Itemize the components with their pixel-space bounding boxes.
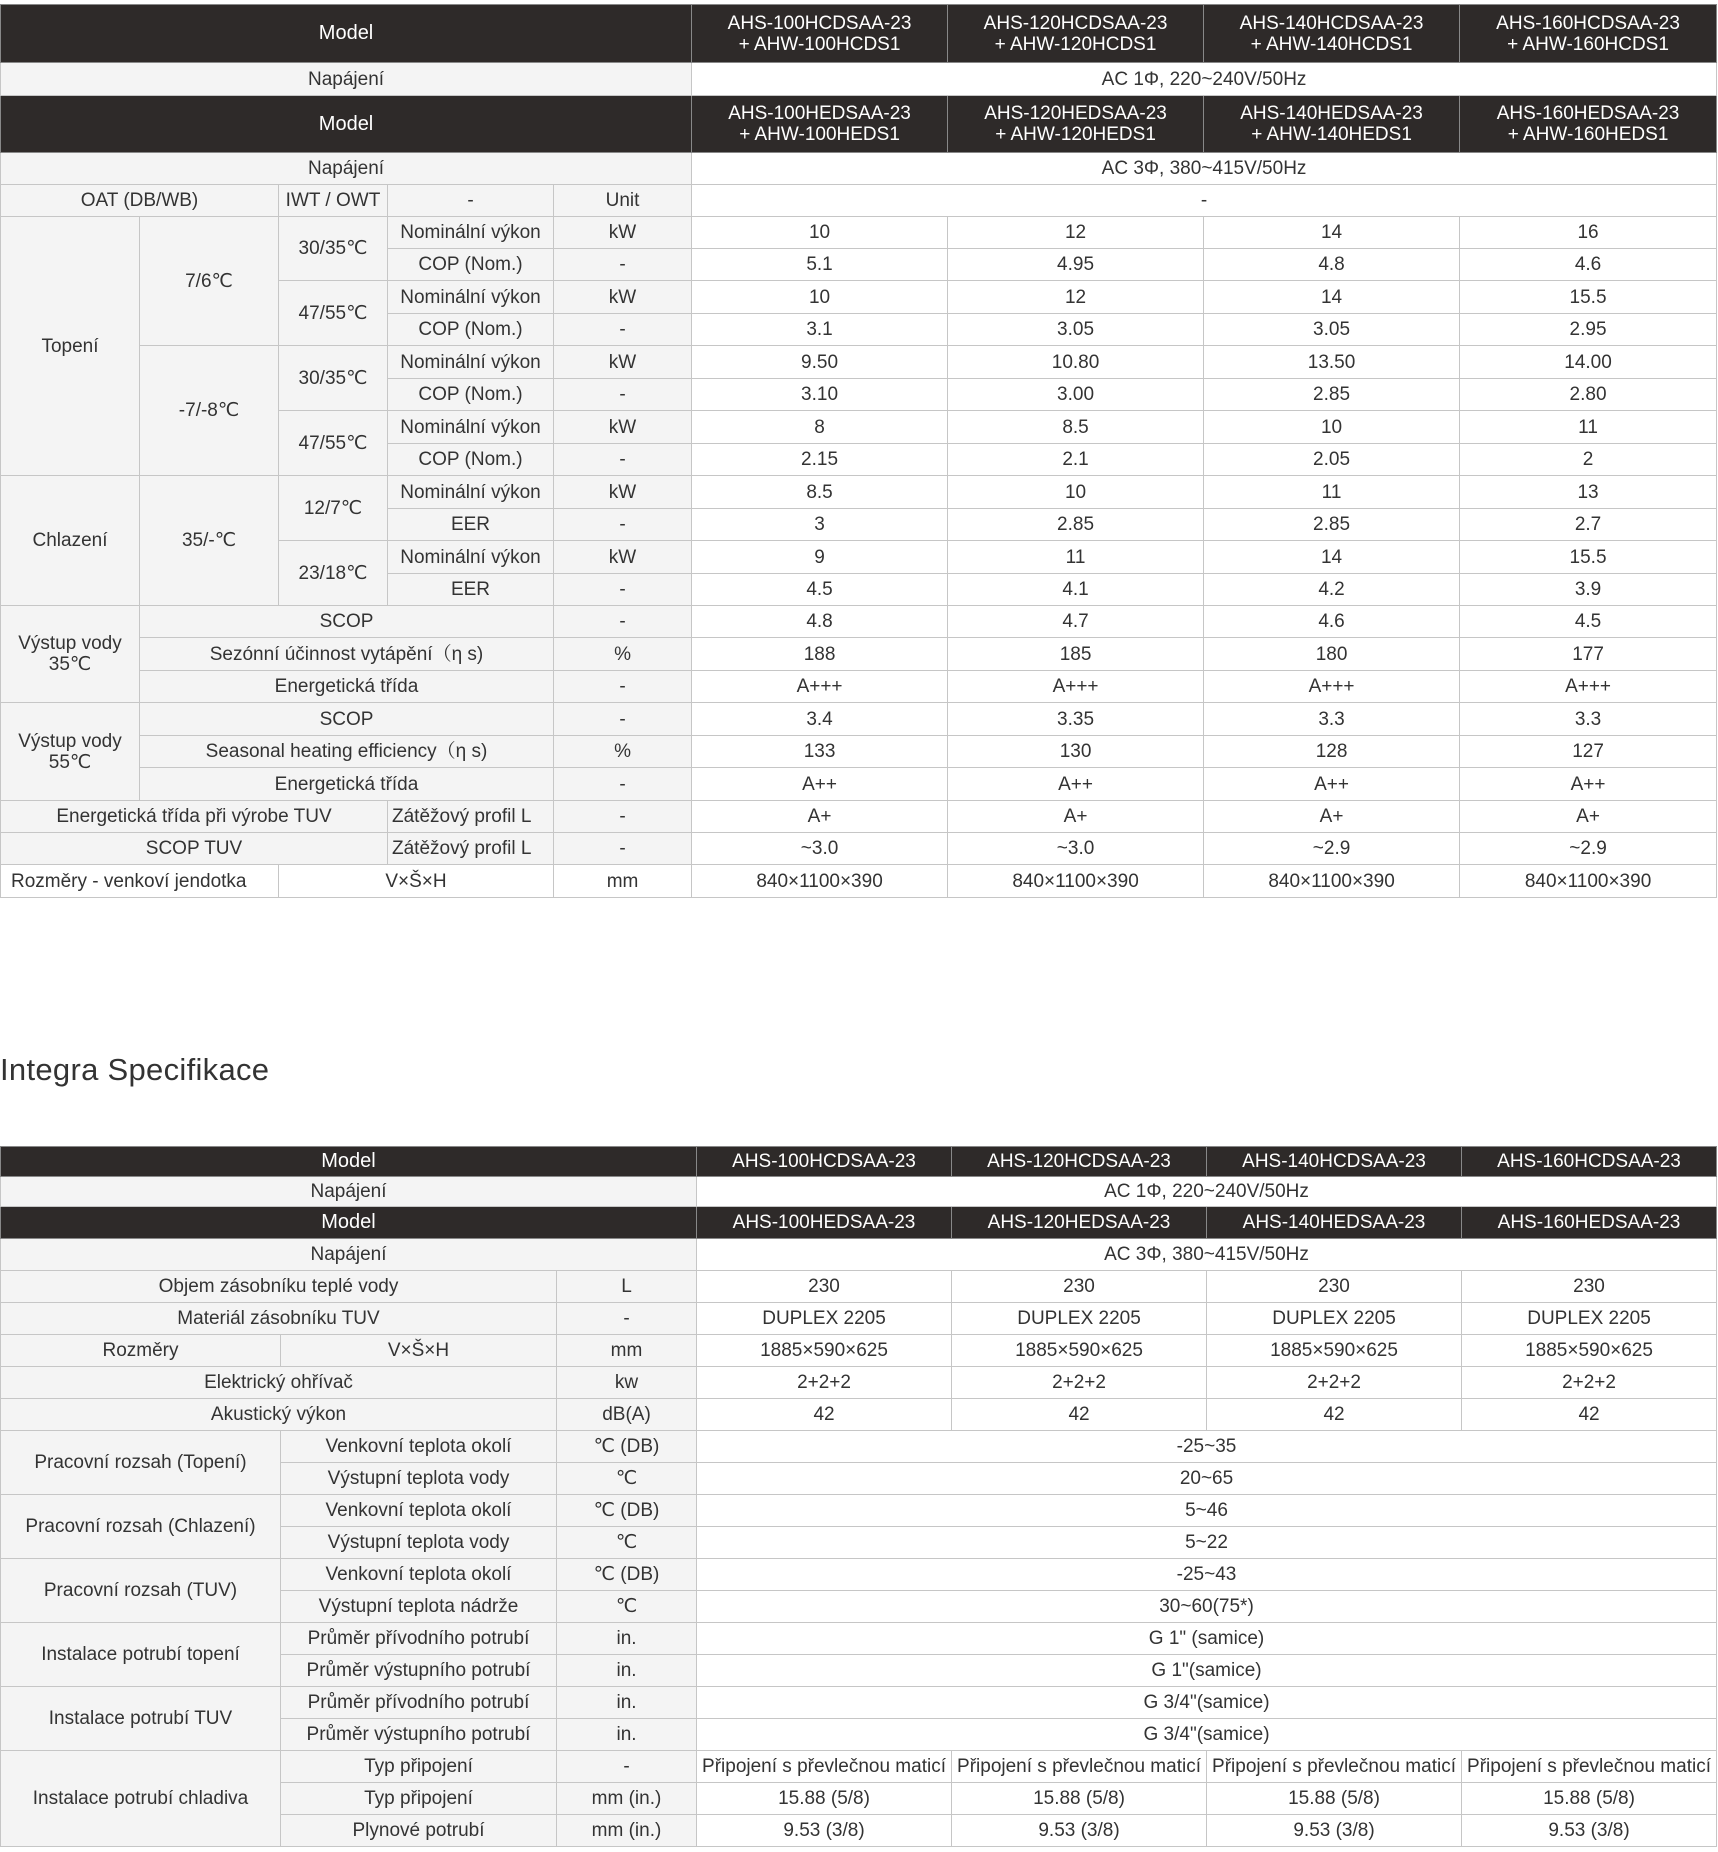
value-cell: G 1" (samice) [697,1623,1717,1655]
value-cell: ~3.0 [948,833,1204,865]
row-label: Nominální výkon [388,346,554,379]
table-row [1,1367,1717,1399]
value-cell: 2+2+2 [1207,1367,1462,1399]
model-cell: AHS-140HEDSAA-23 + AHW-140HEDS1 [1204,96,1460,153]
row-label: Rozměry - venkoví jendotka [1,865,279,898]
value-cell: ~3.0 [692,833,948,865]
value-cell: 177 [1460,638,1717,671]
value-cell: 230 [1207,1271,1462,1303]
unit-cell: kW [554,541,692,574]
iwt-cell: 30/35℃ [279,346,388,411]
value-cell: 4.8 [692,606,948,638]
power-label: Napájení [1,1177,697,1207]
row-label: Rozměry [1,1335,281,1367]
row-label: EER [388,574,554,606]
row-label: Seasonal heating efficiency（η s) [140,736,554,768]
water-out-55-label: Výstup vody 55℃ [1,703,140,801]
value-cell: 12 [948,217,1204,249]
row-sublabel: Typ připojení [281,1751,557,1783]
table-row [1,1687,1717,1719]
table-row [1,217,1717,249]
model-cell: AHS-120HEDSAA-23 [952,1207,1207,1239]
value-cell: 30~60(75*) [697,1591,1717,1623]
unit-cell: - [554,703,692,736]
power-label: Napájení [1,1239,697,1271]
iwt-cell: 12/7℃ [279,476,388,541]
value-cell: A++ [948,768,1204,801]
row-sublabel: Výstupní teplota vody [281,1463,557,1495]
value-cell: 1885×590×625 [1207,1335,1462,1367]
row-label: Materiál zásobníku TUV [1,1303,557,1335]
table-row [1,703,1717,736]
row-label: SCOP [140,703,554,736]
value-cell: 10 [1204,411,1460,444]
value-cell: 230 [697,1271,952,1303]
value-cell: A+ [1204,801,1460,833]
value-cell: A+ [692,801,948,833]
value-cell: 3.05 [1204,314,1460,346]
model-row-three-phase [1,96,1717,153]
row-label: Energetická třída [140,671,554,703]
iwt-cell: 47/55℃ [279,411,388,476]
unit-cell: - [554,606,692,638]
model-label: Model [1,96,692,153]
value-cell: 3.10 [692,379,948,411]
column-header-row [1,185,1717,217]
unit-cell: - [554,444,692,476]
value-cell: 130 [948,736,1204,768]
table-row [1,1559,1717,1591]
unit-cell: - [554,379,692,411]
unit-cell: in. [557,1687,697,1719]
table-row [1,1495,1717,1527]
unit-cell: mm [557,1335,697,1367]
value-cell: ~2.9 [1204,833,1460,865]
value-cell: 42 [697,1399,952,1431]
value-cell: 10 [692,281,948,314]
value-cell: 42 [1207,1399,1462,1431]
value-cell: 185 [948,638,1204,671]
value-cell: 3.00 [948,379,1204,411]
table-row [1,1271,1717,1303]
table-row [1,606,1717,638]
unit-cell: ℃ (DB) [557,1559,697,1591]
unit-cell: dB(A) [557,1399,697,1431]
value-cell: DUPLEX 2205 [1462,1303,1717,1335]
model-cell: AHS-140HCDSAA-23 [1207,1147,1462,1177]
model-cell: AHS-100HEDSAA-23 [697,1207,952,1239]
value-cell: -25~43 [697,1559,1717,1591]
value-cell: A+++ [1204,671,1460,703]
value-cell: A+ [948,801,1204,833]
unit-cell: kw [557,1367,697,1399]
unit-cell: ℃ [557,1527,697,1559]
cooling-group-label: Chlazení [1,476,140,606]
value-cell: Připojení s převlečnou maticí [1207,1751,1462,1783]
row-label: Elektrický ohřívač [1,1367,557,1399]
unit-cell: in. [557,1623,697,1655]
value-cell: 2.15 [692,444,948,476]
model-cell: AHS-120HCDSAA-23 [952,1147,1207,1177]
model-row-single-phase [1,5,1717,63]
value-cell: 3.05 [948,314,1204,346]
unit-cell: - [554,801,692,833]
range-cooling-label: Pracovní rozsah (Chlazení) [1,1495,281,1559]
row-sublabel: Venkovní teplota okolí [281,1431,557,1463]
unit-cell: - [557,1751,697,1783]
value-cell: 11 [1204,476,1460,509]
value-cell: 2.85 [1204,379,1460,411]
value-cell: G 3/4"(samice) [697,1719,1717,1751]
value-cell: 8.5 [692,476,948,509]
value-cell: 2.05 [1204,444,1460,476]
unit-cell: ℃ (DB) [557,1431,697,1463]
value-cell: 9.53 (3/8) [1207,1815,1462,1847]
table-row [1,1399,1717,1431]
table-row [1,638,1717,671]
unit-cell: - [554,314,692,346]
unit-cell: - [554,768,692,801]
value-cell: A+++ [692,671,948,703]
value-cell: A+++ [1460,671,1717,703]
row-label: Nominální výkon [388,281,554,314]
power-label: Napájení [1,63,692,96]
value-cell: A++ [1460,768,1717,801]
row-sublabel: Průměr výstupního potrubí [281,1719,557,1751]
model-cell: AHS-140HEDSAA-23 [1207,1207,1462,1239]
unit-cell: L [557,1271,697,1303]
unit-cell: in. [557,1719,697,1751]
value-cell: -25~35 [697,1431,1717,1463]
row-sublabel: Průměr výstupního potrubí [281,1655,557,1687]
unit-cell: ℃ [557,1463,697,1495]
row-label: Sezónní účinnost vytápění（η s) [140,638,554,671]
value-cell: 2+2+2 [697,1367,952,1399]
unit-cell: - [554,833,692,865]
value-cell: 1885×590×625 [952,1335,1207,1367]
value-cell: 5~22 [697,1527,1717,1559]
unit-cell: mm [554,865,692,898]
value-cell: 2.1 [948,444,1204,476]
value-cell: 9.53 (3/8) [952,1815,1207,1847]
row-label: COP (Nom.) [388,379,554,411]
value-cell: Připojení s převlečnou maticí [697,1751,952,1783]
value-cell: 12 [948,281,1204,314]
value-cell: A++ [692,768,948,801]
table-row [1,1623,1717,1655]
table-row [1,833,1717,865]
model-cell: AHS-100HCDSAA-23 [697,1147,952,1177]
value-cell: 188 [692,638,948,671]
performance-spec-table [0,4,1717,898]
table-row [1,346,1717,379]
value-cell: 3.9 [1460,574,1717,606]
row-sublabel: Typ připojení [281,1783,557,1815]
value-cell: 230 [952,1271,1207,1303]
value-cell: A+++ [948,671,1204,703]
table-row [1,801,1717,833]
row-label: Nominální výkon [388,476,554,509]
value-cell: 5~46 [697,1495,1717,1527]
section-title: Integra Specifikace [0,1052,270,1087]
value-cell: 4.5 [1460,606,1717,638]
value-cell: 128 [1204,736,1460,768]
refrigerant-pipe-label: Instalace potrubí chladiva [1,1751,281,1847]
value-cell: 14.00 [1460,346,1717,379]
unit-cell: kW [554,346,692,379]
value-cell: 230 [1462,1271,1717,1303]
value-cell: 4.1 [948,574,1204,606]
value-cell: ~2.9 [1460,833,1717,865]
row-label: Nominální výkon [388,541,554,574]
unit-cell: - [554,249,692,281]
power-value: AC 1Φ, 220~240V/50Hz [692,63,1717,96]
model-cell: AHS-100HEDSAA-23 + AHW-100HEDS1 [692,96,948,153]
row-sublabel: Zátěžový profil L [388,801,554,833]
unit-cell: mm (in.) [557,1815,697,1847]
oat-cell: 7/6℃ [140,217,279,346]
row-sublabel: Plynové potrubí [281,1815,557,1847]
value-cell: 133 [692,736,948,768]
value-cell: 8 [692,411,948,444]
value-cell: 3.3 [1204,703,1460,736]
value-cell: 840×1100×390 [1204,865,1460,898]
value-cell: 15.88 (5/8) [697,1783,952,1815]
value-cell: 180 [1204,638,1460,671]
value-cell: 14 [1204,541,1460,574]
table-row [1,1751,1717,1783]
unit-cell: - [557,1303,697,1335]
unit-cell: in. [557,1655,697,1687]
heating-pipe-label: Instalace potrubí topení [1,1623,281,1687]
iwt-header: IWT / OWT [279,185,388,217]
unit-cell: - [554,509,692,541]
value-cell: 1885×590×625 [697,1335,952,1367]
value-cell: DUPLEX 2205 [952,1303,1207,1335]
value-cell: 2.85 [948,509,1204,541]
table-row [1,1303,1717,1335]
value-cell: 127 [1460,736,1717,768]
value-cell: 14 [1204,217,1460,249]
model-cell: AHS-160HEDSAA-23 + AHW-160HEDS1 [1460,96,1717,153]
table-row [1,1431,1717,1463]
value-cell: 15.88 (5/8) [952,1783,1207,1815]
power-row-three-phase [1,153,1717,185]
value-cell: Připojení s převlečnou maticí [1462,1751,1717,1783]
model-cell: AHS-160HEDSAA-23 [1462,1207,1717,1239]
power-value: AC 3Φ, 380~415V/50Hz [697,1239,1717,1271]
value-cell: 2.7 [1460,509,1717,541]
row-label: SCOP TUV [1,833,388,865]
value-cell: 4.6 [1460,249,1717,281]
dash-header: - [388,185,554,217]
power-row-single-phase [1,63,1717,96]
power-label: Napájení [1,153,692,185]
value-cell: 3.35 [948,703,1204,736]
table-row [1,768,1717,801]
value-cell: 9.53 (3/8) [697,1815,952,1847]
value-cell: 3.1 [692,314,948,346]
range-heating-label: Pracovní rozsah (Topení) [1,1431,281,1495]
value-cell: 10 [948,476,1204,509]
power-value: AC 1Φ, 220~240V/50Hz [697,1177,1717,1207]
unit-cell: kW [554,411,692,444]
row-label: SCOP [140,606,554,638]
row-label: COP (Nom.) [388,314,554,346]
row-sublabel: Výstupní teplota nádrže [281,1591,557,1623]
model-row-single-phase [1,1147,1717,1177]
value-cell: 3.3 [1460,703,1717,736]
table-row [1,476,1717,509]
row-sublabel: V×Š×H [281,1335,557,1367]
unit-cell: ℃ [557,1591,697,1623]
model-cell: AHS-160HCDSAA-23 [1462,1147,1717,1177]
value-cell: 11 [1460,411,1717,444]
value-cell: A++ [1204,768,1460,801]
integra-spec-table [0,1146,1717,1847]
unit-cell: % [554,736,692,768]
value-cell: G 1"(samice) [697,1655,1717,1687]
value-cell: 2+2+2 [952,1367,1207,1399]
value-cell: 4.5 [692,574,948,606]
value-cell: 15.5 [1460,281,1717,314]
unit-cell: - [554,574,692,606]
value-cell: 10.80 [948,346,1204,379]
model-cell: AHS-160HCDSAA-23 + AHW-160HCDS1 [1460,5,1717,63]
iwt-cell: 30/35℃ [279,217,388,281]
model-row-three-phase [1,1207,1717,1239]
unit-header: Unit [554,185,692,217]
value-cell: 2 [1460,444,1717,476]
values-header: - [692,185,1717,217]
value-cell: 9.50 [692,346,948,379]
value-cell: 1885×590×625 [1462,1335,1717,1367]
range-dhw-label: Pracovní rozsah (TUV) [1,1559,281,1623]
row-label: COP (Nom.) [388,444,554,476]
value-cell: 15.88 (5/8) [1207,1783,1462,1815]
value-cell: 13.50 [1204,346,1460,379]
value-cell: 4.8 [1204,249,1460,281]
row-label: Energetická třída při výrobe TUV [1,801,388,833]
model-cell: AHS-140HCDSAA-23 + AHW-140HCDS1 [1204,5,1460,63]
value-cell: A+ [1460,801,1717,833]
model-cell: AHS-120HEDSAA-23 + AHW-120HEDS1 [948,96,1204,153]
value-cell: 3.4 [692,703,948,736]
iwt-cell: 47/55℃ [279,281,388,346]
value-cell: 9.53 (3/8) [1462,1815,1717,1847]
value-cell: 5.1 [692,249,948,281]
unit-cell: kW [554,217,692,249]
unit-cell: kW [554,281,692,314]
value-cell: G 3/4"(samice) [697,1687,1717,1719]
unit-cell: % [554,638,692,671]
value-cell: DUPLEX 2205 [1207,1303,1462,1335]
row-sublabel: Výstupní teplota vody [281,1527,557,1559]
power-row-three-phase [1,1239,1717,1271]
value-cell: 2.95 [1460,314,1717,346]
power-value: AC 3Φ, 380~415V/50Hz [692,153,1717,185]
oat-cell: 35/-℃ [140,476,279,606]
value-cell: 2+2+2 [1462,1367,1717,1399]
oat-cell: -7/-8℃ [140,346,279,476]
value-cell: 20~65 [697,1463,1717,1495]
row-sublabel: Průměr přívodního potrubí [281,1687,557,1719]
row-label: EER [388,509,554,541]
model-cell: AHS-120HCDSAA-23 + AHW-120HCDS1 [948,5,1204,63]
model-label: Model [1,1207,697,1239]
row-sublabel: Průměr přívodního potrubí [281,1623,557,1655]
value-cell: 4.7 [948,606,1204,638]
value-cell: 840×1100×390 [692,865,948,898]
value-cell: 10 [692,217,948,249]
value-cell: 42 [1462,1399,1717,1431]
value-cell: 14 [1204,281,1460,314]
value-cell: 4.6 [1204,606,1460,638]
value-cell: 15.88 (5/8) [1462,1783,1717,1815]
dhw-pipe-label: Instalace potrubí TUV [1,1687,281,1751]
model-label: Model [1,1147,697,1177]
power-row-single-phase [1,1177,1717,1207]
value-cell: 4.95 [948,249,1204,281]
value-cell: 2.80 [1460,379,1717,411]
value-cell: 840×1100×390 [948,865,1204,898]
table-row [1,671,1717,703]
heating-group-label: Topení [1,217,140,476]
row-sublabel: Venkovní teplota okolí [281,1559,557,1591]
row-sublabel: V×Š×H [279,865,554,898]
row-label: Nominální výkon [388,217,554,249]
value-cell: DUPLEX 2205 [697,1303,952,1335]
table-row [1,865,1717,898]
value-cell: 4.2 [1204,574,1460,606]
value-cell: 13 [1460,476,1717,509]
value-cell: 3 [692,509,948,541]
row-sublabel: Zátěžový profil L [388,833,554,865]
model-cell: AHS-100HCDSAA-23 + AHW-100HCDS1 [692,5,948,63]
iwt-cell: 23/18℃ [279,541,388,606]
water-out-35-label: Výstup vody 35℃ [1,606,140,703]
row-label: Nominální výkon [388,411,554,444]
unit-cell: kW [554,476,692,509]
value-cell: 42 [952,1399,1207,1431]
row-sublabel: Venkovní teplota okolí [281,1495,557,1527]
value-cell: Připojení s převlečnou maticí [952,1751,1207,1783]
unit-cell: ℃ (DB) [557,1495,697,1527]
row-label: COP (Nom.) [388,249,554,281]
value-cell: 840×1100×390 [1460,865,1717,898]
value-cell: 16 [1460,217,1717,249]
unit-cell: - [554,671,692,703]
oat-header: OAT (DB/WB) [1,185,279,217]
value-cell: 2.85 [1204,509,1460,541]
row-label: Objem zásobníku teplé vody [1,1271,557,1303]
value-cell: 11 [948,541,1204,574]
model-label: Model [1,5,692,63]
value-cell: 15.5 [1460,541,1717,574]
value-cell: 9 [692,541,948,574]
row-label: Akustický výkon [1,1399,557,1431]
row-label: Energetická třída [140,768,554,801]
unit-cell: mm (in.) [557,1783,697,1815]
table-row [1,736,1717,768]
table-row [1,1335,1717,1367]
value-cell: 8.5 [948,411,1204,444]
